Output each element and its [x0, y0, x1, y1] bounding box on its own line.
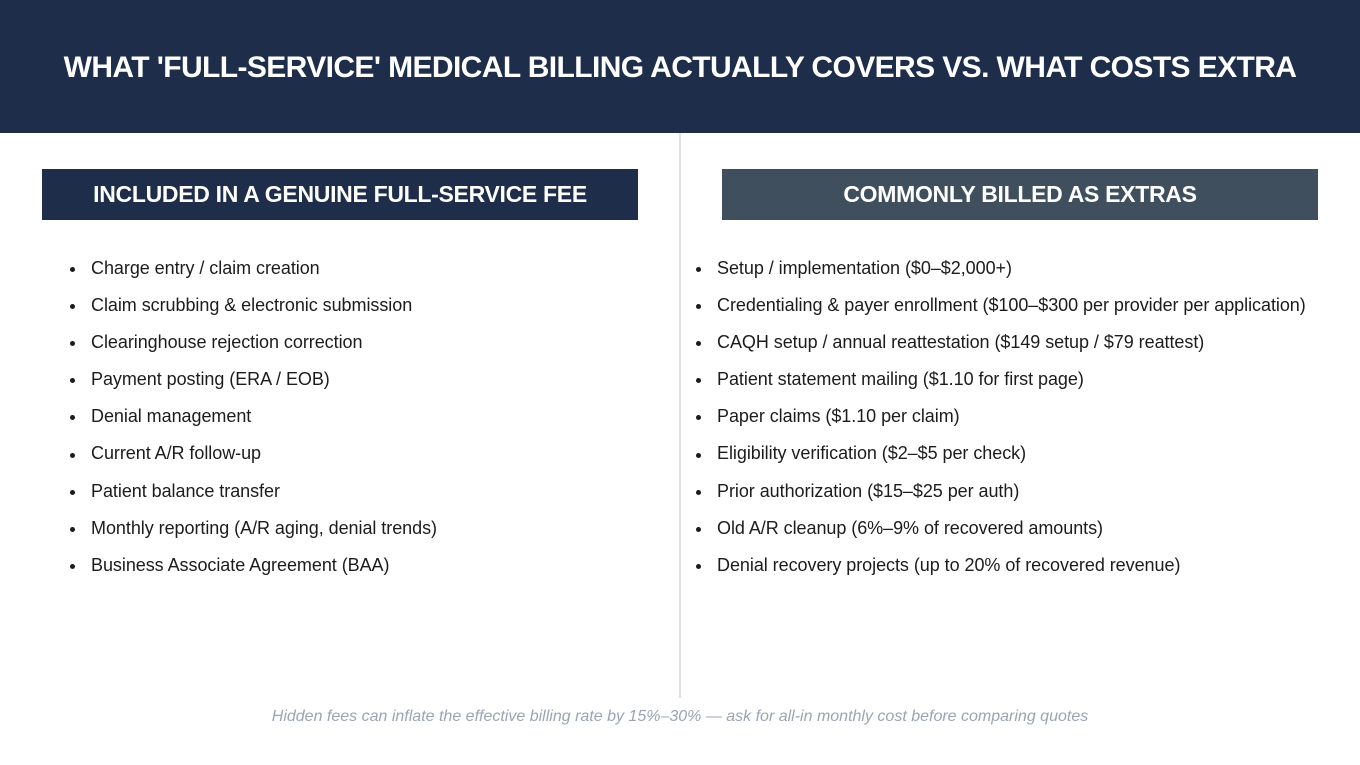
extras-item: Credentialing & payer enrollment ($100–$300 per provider per application): [694, 287, 1360, 324]
included-item: Charge entry / claim creation: [68, 250, 658, 287]
included-item: Monthly reporting (A/R aging, denial trends): [68, 510, 658, 547]
column-divider: [679, 133, 681, 698]
extras-column-heading: COMMONLY BILLED AS EXTRAS: [722, 169, 1318, 220]
included-item: Clearinghouse rejection correction: [68, 324, 658, 361]
included-item: Payment posting (ERA / EOB): [68, 361, 658, 398]
included-list: [68, 250, 658, 584]
included-item: Business Associate Agreement (BAA): [68, 547, 658, 584]
extras-item: Prior authorization ($15–$25 per auth): [694, 473, 1360, 510]
extras-item: CAQH setup / annual reattestation ($149 setup / $79 reattest): [694, 324, 1360, 361]
extras-item: Setup / implementation ($0–$2,000+): [694, 250, 1360, 287]
page-title: WHAT 'FULL-SERVICE' MEDICAL BILLING ACTUALLY COVERS VS. WHAT COSTS EXTRA: [63, 50, 1297, 84]
extras-item: Old A/R cleanup (6%–9% of recovered amounts): [694, 510, 1360, 547]
included-item: Patient balance transfer: [68, 473, 658, 510]
included-item: Current A/R follow-up: [68, 435, 658, 472]
included-column-heading: INCLUDED IN A GENUINE FULL-SERVICE FEE: [42, 169, 638, 220]
extras-item: Eligibility verification ($2–$5 per check): [694, 435, 1360, 472]
included-item: Claim scrubbing & electronic submission: [68, 287, 658, 324]
included-item: Denial management: [68, 398, 658, 435]
footnote: Hidden fees can inflate the effective billing rate by 15%–30% — ask for all-in monthly cost before comparing quotes: [271, 708, 1089, 725]
title-bar: [0, 0, 1360, 133]
extras-item: Patient statement mailing ($1.10 for first page): [694, 361, 1360, 398]
extras-item: Denial recovery projects (up to 20% of recovered revenue): [694, 547, 1360, 584]
extras-list: [694, 250, 1360, 584]
extras-item: Paper claims ($1.10 per claim): [694, 398, 1360, 435]
